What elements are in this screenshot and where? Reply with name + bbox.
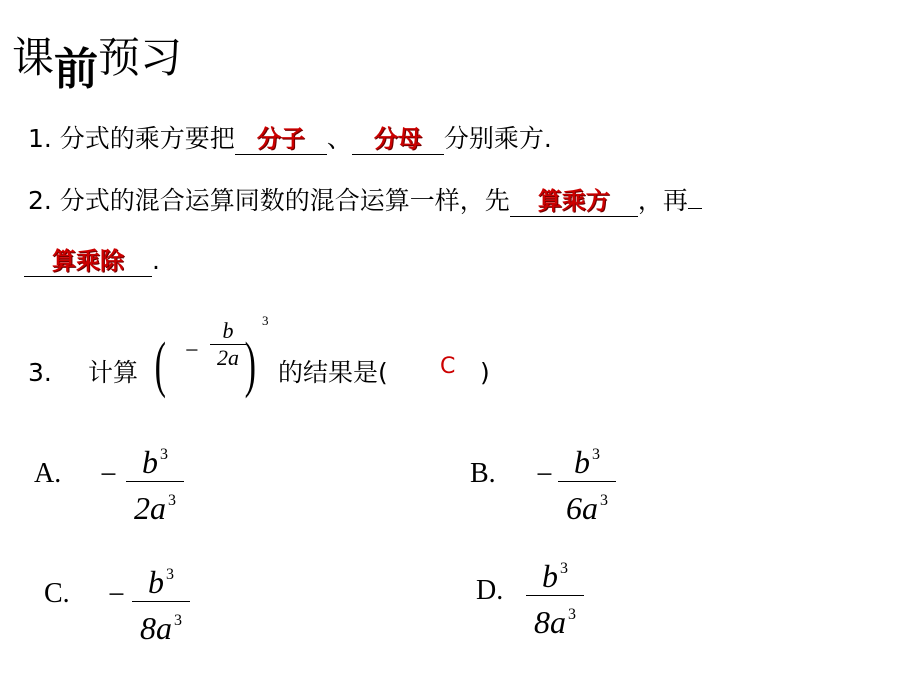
option-d-denominator-exp: 3 <box>568 606 576 623</box>
option-b-numerator-exp: 3 <box>592 446 600 463</box>
q2-answer-1: 算乘方 <box>537 187 610 215</box>
question-1 <box>28 122 552 156</box>
option-b-denominator-exp: 3 <box>600 492 608 509</box>
option-b-denominator: 6a <box>566 490 598 526</box>
q3-expr-minus: − <box>185 338 199 364</box>
q2-blank-1 <box>510 186 638 217</box>
q1-answer-1: 分子 <box>256 125 305 153</box>
option-c-denominator-exp: 3 <box>174 612 182 629</box>
option-c-numerator: b <box>148 564 164 600</box>
option-b-sign: − <box>536 458 553 491</box>
title-part-1: 课 <box>12 33 55 82</box>
q2-blank-2-start <box>688 208 702 209</box>
title-part-2: 前 <box>54 44 99 95</box>
q3-expr-denominator: 2a <box>217 345 239 370</box>
option-a-letter: A. <box>34 458 62 489</box>
option-d-numerator-exp: 3 <box>560 560 568 577</box>
option-b-fraction <box>558 436 616 527</box>
option-d-numerator: b <box>542 558 558 594</box>
option-d-fraction <box>526 550 584 641</box>
q3-answer: C <box>440 354 456 379</box>
question-2-continued <box>24 244 160 278</box>
q3-number: 3. <box>28 358 52 387</box>
q1-blank-2 <box>352 124 444 155</box>
option-a-numerator: b <box>142 444 158 480</box>
option-c-letter: C. <box>44 578 70 609</box>
q1-separator: 、 <box>326 124 352 153</box>
option-a-sign: − <box>100 458 117 491</box>
q3-trail: 的结果是( <box>278 358 388 387</box>
q3-expr-numerator: b <box>222 318 234 343</box>
option-c-numerator-exp: 3 <box>166 566 174 583</box>
option-c-sign: − <box>108 578 125 611</box>
q3-right-paren: ) <box>244 331 257 399</box>
question-2 <box>28 184 702 218</box>
q2-end: . <box>152 246 160 275</box>
option-b-letter: B. <box>470 458 496 489</box>
option-c-fraction <box>132 556 190 647</box>
q2-prefix: 2. 分式的混合运算同数的混合运算一样，先 <box>28 186 510 215</box>
q2-middle: ，再 <box>637 186 688 215</box>
q3-left-paren: ( <box>154 331 167 399</box>
q3-expr-exponent: 3 <box>262 313 269 328</box>
option-d-denominator: 8a <box>534 604 566 640</box>
option-a-denominator: 2a <box>134 490 166 526</box>
q3-lead: 计算 <box>88 358 139 387</box>
q3-expr-fraction <box>210 318 246 371</box>
title-part-3: 预习 <box>98 33 183 82</box>
option-d-letter: D. <box>476 575 504 606</box>
q1-prefix: 1. 分式的乘方要把 <box>28 124 235 153</box>
option-c-denominator: 8a <box>140 610 172 646</box>
option-a-fraction <box>126 436 184 527</box>
q1-suffix: 分别乘方. <box>443 124 552 153</box>
option-b-numerator: b <box>574 444 590 480</box>
q3-close: ) <box>480 358 490 387</box>
q1-answer-2: 分母 <box>373 125 422 153</box>
q2-blank-2 <box>24 246 152 277</box>
option-a-numerator-exp: 3 <box>160 446 168 463</box>
q2-answer-2: 算乘除 <box>52 247 124 275</box>
option-a-denominator-exp: 3 <box>168 492 176 509</box>
q1-blank-1 <box>235 124 327 155</box>
page-title <box>12 30 183 95</box>
